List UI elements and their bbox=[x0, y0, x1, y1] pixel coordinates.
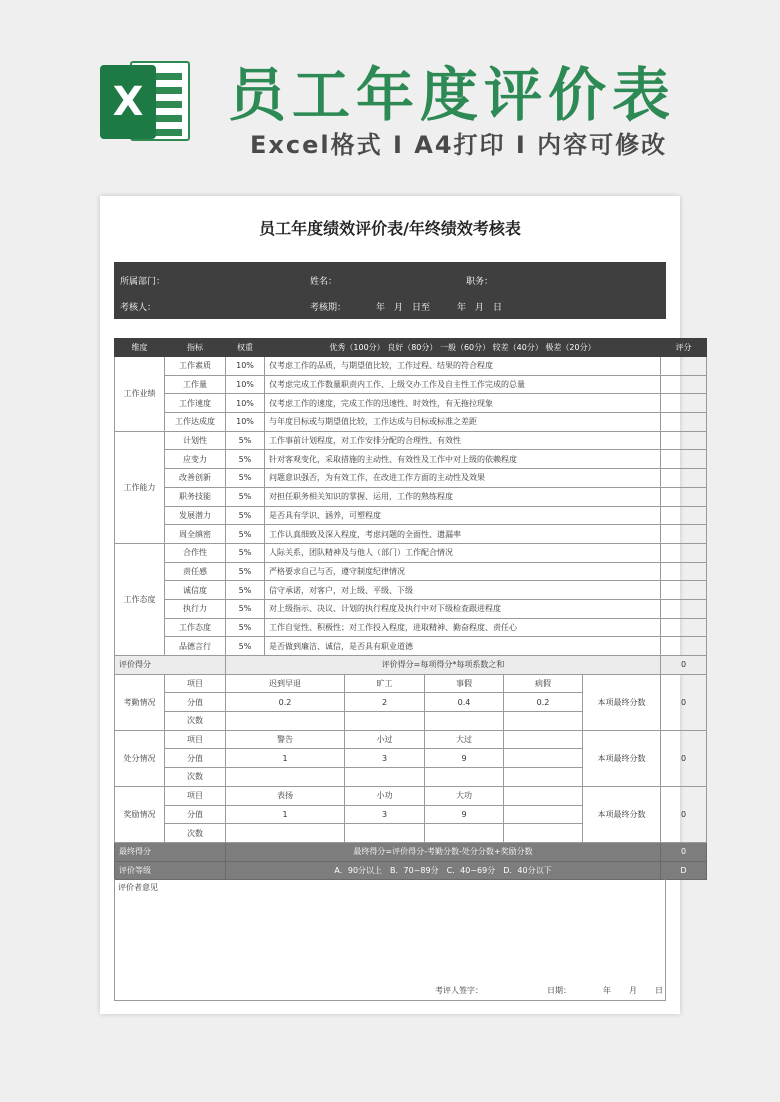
description-cell: 信守承诺，对客户，对上级、平级、下级 bbox=[265, 581, 661, 600]
indicator-cell: 诚信度 bbox=[165, 581, 226, 600]
score-cell[interactable] bbox=[661, 431, 707, 450]
indicator-cell: 发展潜力 bbox=[165, 506, 226, 525]
final-score-label: 最终得分 bbox=[115, 842, 226, 861]
col-item: 病假 bbox=[504, 674, 583, 693]
description-cell: 严格要求自己与否，遵守制度纪律情况 bbox=[265, 562, 661, 581]
description-cell: 对上级指示、决议、计划的执行程度及执行中对下级检查跟进程度 bbox=[265, 599, 661, 618]
position-label[interactable]: 职务： bbox=[466, 277, 494, 287]
row-label: 项目 bbox=[165, 786, 226, 805]
signature-label[interactable]: 考评人签字： bbox=[435, 986, 483, 995]
score-cell[interactable] bbox=[661, 469, 707, 488]
final-label: 本项最终分数 bbox=[583, 674, 661, 730]
excel-x-badge: X bbox=[100, 65, 156, 139]
value-cell: 9 bbox=[425, 749, 504, 768]
weight-cell: 5% bbox=[226, 599, 265, 618]
count-cell[interactable] bbox=[226, 712, 345, 731]
indicator-cell: 执行力 bbox=[165, 599, 226, 618]
header-indicator: 指标 bbox=[165, 339, 226, 357]
weight-cell: 10% bbox=[226, 375, 265, 394]
count-cell[interactable] bbox=[504, 824, 583, 843]
row-label: 项目 bbox=[165, 674, 226, 693]
col-item: 小过 bbox=[345, 730, 425, 749]
table-row bbox=[115, 394, 707, 413]
comment-box[interactable] bbox=[114, 879, 666, 1001]
date-day: 日 bbox=[655, 986, 663, 995]
section-name: 处分情况 bbox=[115, 730, 165, 786]
section-name: 考勤情况 bbox=[115, 674, 165, 730]
col-item: 迟到早退 bbox=[226, 674, 345, 693]
final-score-formula: 最终得分=评价得分-考勤分数-处分分数+奖励分数 bbox=[226, 842, 661, 861]
table-row bbox=[115, 786, 707, 805]
table-row bbox=[115, 431, 707, 450]
header-weight: 权重 bbox=[226, 339, 265, 357]
table-row bbox=[115, 581, 707, 600]
count-cell[interactable] bbox=[425, 712, 504, 731]
col-item: 警告 bbox=[226, 730, 345, 749]
description-cell: 工作认真细致及深入程度，考虑问题的全面性、遗漏率 bbox=[265, 525, 661, 544]
score-cell[interactable] bbox=[661, 599, 707, 618]
weight-cell: 5% bbox=[226, 487, 265, 506]
assessor-label[interactable]: 考核人： bbox=[120, 303, 157, 313]
final-value[interactable]: 0 bbox=[661, 674, 707, 730]
indicator-cell: 周全缜密 bbox=[165, 525, 226, 544]
table-header-row bbox=[115, 339, 707, 357]
score-cell[interactable] bbox=[661, 581, 707, 600]
weight-cell: 5% bbox=[226, 618, 265, 637]
score-cell[interactable] bbox=[661, 394, 707, 413]
col-item: 大过 bbox=[425, 730, 504, 749]
value-cell: 0.2 bbox=[504, 693, 583, 712]
final-value[interactable]: 0 bbox=[661, 730, 707, 786]
document-page bbox=[100, 196, 692, 1014]
weight-cell: 5% bbox=[226, 450, 265, 469]
count-cell[interactable] bbox=[226, 824, 345, 843]
weight-cell: 5% bbox=[226, 543, 265, 562]
banner bbox=[0, 0, 780, 185]
table-row bbox=[115, 543, 707, 562]
table-row bbox=[115, 599, 707, 618]
indicator-cell: 计划性 bbox=[165, 431, 226, 450]
value-cell bbox=[504, 749, 583, 768]
name-label[interactable]: 姓名： bbox=[310, 277, 338, 287]
indicator-cell: 工作量 bbox=[165, 375, 226, 394]
score-cell[interactable] bbox=[661, 525, 707, 544]
row-label: 分值 bbox=[165, 805, 226, 824]
description-cell: 仅考虑工作的品质，与期望值比较，工作过程、结果的符合程度 bbox=[265, 357, 661, 376]
table-row bbox=[115, 730, 707, 749]
header-score: 评分 bbox=[661, 339, 707, 357]
table-row bbox=[115, 375, 707, 394]
table-row bbox=[115, 525, 707, 544]
final-score-row bbox=[115, 842, 707, 861]
table-row bbox=[115, 487, 707, 506]
count-cell[interactable] bbox=[504, 712, 583, 731]
score-cell[interactable] bbox=[661, 413, 707, 432]
group-name: 工作态度 bbox=[115, 543, 165, 655]
description-cell: 工作事前计划程度，对工作安排分配的合理性、有效性 bbox=[265, 431, 661, 450]
indicator-cell: 工作速度 bbox=[165, 394, 226, 413]
final-value[interactable]: 0 bbox=[661, 786, 707, 842]
row-label: 分值 bbox=[165, 693, 226, 712]
eval-score-formula: 评价得分=每项得分*每项系数之和 bbox=[226, 656, 661, 675]
indicator-cell: 合作性 bbox=[165, 543, 226, 562]
col-item: 小功 bbox=[345, 786, 425, 805]
grade-label: 评价等级 bbox=[115, 861, 226, 880]
score-cell[interactable] bbox=[661, 637, 707, 656]
value-cell: 2 bbox=[345, 693, 425, 712]
table-row bbox=[115, 413, 707, 432]
count-cell[interactable] bbox=[425, 768, 504, 787]
count-cell[interactable] bbox=[425, 824, 504, 843]
section-name: 奖励情况 bbox=[115, 786, 165, 842]
count-cell[interactable] bbox=[345, 768, 425, 787]
final-label: 本项最终分数 bbox=[583, 786, 661, 842]
grade-formula: A．90分以上 B．70~89分 C．40~69分 D．40分以下 bbox=[226, 861, 661, 880]
final-score-value[interactable]: 0 bbox=[661, 842, 707, 861]
description-cell: 是否具有学识、涵养，可塑程度 bbox=[265, 506, 661, 525]
row-label: 分值 bbox=[165, 749, 226, 768]
score-cell[interactable] bbox=[661, 487, 707, 506]
row-label: 次数 bbox=[165, 712, 226, 731]
table-row bbox=[115, 357, 707, 376]
final-label: 本项最终分数 bbox=[583, 730, 661, 786]
description-cell: 仅考虑完成工作数量职责内工作、上级交办工作及自主性工作完成的总量 bbox=[265, 375, 661, 394]
indicator-cell: 品德言行 bbox=[165, 637, 226, 656]
col-item bbox=[504, 730, 583, 749]
group-name: 工作业绩 bbox=[115, 357, 165, 432]
grade-value[interactable]: D bbox=[661, 861, 707, 880]
group-name: 工作能力 bbox=[115, 431, 165, 543]
indicator-cell: 责任感 bbox=[165, 562, 226, 581]
weight-cell: 10% bbox=[226, 413, 265, 432]
table-row bbox=[115, 618, 707, 637]
col-item: 旷工 bbox=[345, 674, 425, 693]
eval-score-row bbox=[115, 656, 707, 675]
weight-cell: 5% bbox=[226, 525, 265, 544]
value-cell: 1 bbox=[226, 749, 345, 768]
col-item: 大功 bbox=[425, 786, 504, 805]
score-cell[interactable] bbox=[661, 562, 707, 581]
period-label[interactable]: 考核期： bbox=[310, 303, 347, 313]
header-levels: 优秀（100分） 良好（80分） 一般（60分） 较差（40分） 极差（20分） bbox=[265, 339, 661, 357]
description-cell: 是否做到廉洁、诚信，是否具有职业道德 bbox=[265, 637, 661, 656]
description-cell: 与年度目标或与期望值比较，工作达成与目标或标准之差距 bbox=[265, 413, 661, 432]
header-dimension: 维度 bbox=[115, 339, 165, 357]
table-row bbox=[115, 674, 707, 693]
date-label[interactable]: 日期： bbox=[547, 986, 571, 995]
score-cell[interactable] bbox=[661, 357, 707, 376]
indicator-cell: 工作态度 bbox=[165, 618, 226, 637]
row-label: 次数 bbox=[165, 768, 226, 787]
document-title: 员工年度绩效评价表/年终绩效考核表 bbox=[259, 219, 521, 238]
indicator-cell: 应变力 bbox=[165, 450, 226, 469]
value-cell: 0.4 bbox=[425, 693, 504, 712]
eval-score-value[interactable]: 0 bbox=[661, 656, 707, 675]
weight-cell: 5% bbox=[226, 506, 265, 525]
value-cell: 1 bbox=[226, 805, 345, 824]
indicator-cell: 职务技能 bbox=[165, 487, 226, 506]
col-item: 事假 bbox=[425, 674, 504, 693]
department-label[interactable]: 所属部门： bbox=[120, 277, 166, 287]
eval-score-label: 评价得分 bbox=[115, 656, 226, 675]
table-row bbox=[115, 506, 707, 525]
weight-cell: 5% bbox=[226, 469, 265, 488]
grade-row bbox=[115, 861, 707, 880]
row-label: 项目 bbox=[165, 730, 226, 749]
banner-subtitle: Excel格式 Ⅰ A4打印 Ⅰ 内容可修改 bbox=[250, 131, 668, 159]
score-cell[interactable] bbox=[661, 543, 707, 562]
description-cell: 问题意识强否，为有效工作，在改进工作方面的主动性及效果 bbox=[265, 469, 661, 488]
score-cell[interactable] bbox=[661, 506, 707, 525]
value-cell: 0.2 bbox=[226, 693, 345, 712]
value-cell: 9 bbox=[425, 805, 504, 824]
indicator-cell: 改善创新 bbox=[165, 469, 226, 488]
weight-cell: 5% bbox=[226, 637, 265, 656]
col-item bbox=[504, 786, 583, 805]
value-cell: 3 bbox=[345, 749, 425, 768]
date-year: 年 bbox=[603, 986, 611, 995]
comment-label: 评价者意见 bbox=[118, 883, 158, 892]
indicator-cell: 工作达成度 bbox=[165, 413, 226, 432]
excel-logo-icon bbox=[100, 55, 192, 147]
score-cell[interactable] bbox=[661, 618, 707, 637]
description-cell: 对担任职务相关知识的掌握、运用，工作的熟练程度 bbox=[265, 487, 661, 506]
weight-cell: 5% bbox=[226, 581, 265, 600]
value-cell bbox=[504, 805, 583, 824]
weight-cell: 10% bbox=[226, 357, 265, 376]
weight-cell: 5% bbox=[226, 431, 265, 450]
indicator-cell: 工作素质 bbox=[165, 357, 226, 376]
count-cell[interactable] bbox=[345, 712, 425, 731]
weight-cell: 5% bbox=[226, 562, 265, 581]
table-row bbox=[115, 450, 707, 469]
value-cell: 3 bbox=[345, 805, 425, 824]
row-label: 次数 bbox=[165, 824, 226, 843]
evaluation-table bbox=[114, 338, 707, 880]
description-cell: 仅考虑工作的速度，完成工作的迅速性、时效性，有无拖拉现象 bbox=[265, 394, 661, 413]
table-row bbox=[115, 469, 707, 488]
info-bar bbox=[114, 262, 666, 319]
date-month: 月 bbox=[629, 986, 637, 995]
period-date-range[interactable]: 年 月 日至 年 月 日 bbox=[376, 303, 503, 313]
banner-title: 员工年度评价表 bbox=[228, 61, 677, 129]
count-cell[interactable] bbox=[504, 768, 583, 787]
col-item: 表扬 bbox=[226, 786, 345, 805]
table-row bbox=[115, 637, 707, 656]
count-cell[interactable] bbox=[345, 824, 425, 843]
weight-cell: 10% bbox=[226, 394, 265, 413]
description-cell: 工作自觉性、积极性；对工作投入程度，进取精神、勤奋程度、责任心 bbox=[265, 618, 661, 637]
table-row bbox=[115, 562, 707, 581]
score-cell[interactable] bbox=[661, 375, 707, 394]
description-cell: 针对客观变化，采取措施的主动性、有效性及工作中对上级的依赖程度 bbox=[265, 450, 661, 469]
score-cell[interactable] bbox=[661, 450, 707, 469]
count-cell[interactable] bbox=[226, 768, 345, 787]
description-cell: 人际关系，团队精神及与他人（部门）工作配合情况 bbox=[265, 543, 661, 562]
